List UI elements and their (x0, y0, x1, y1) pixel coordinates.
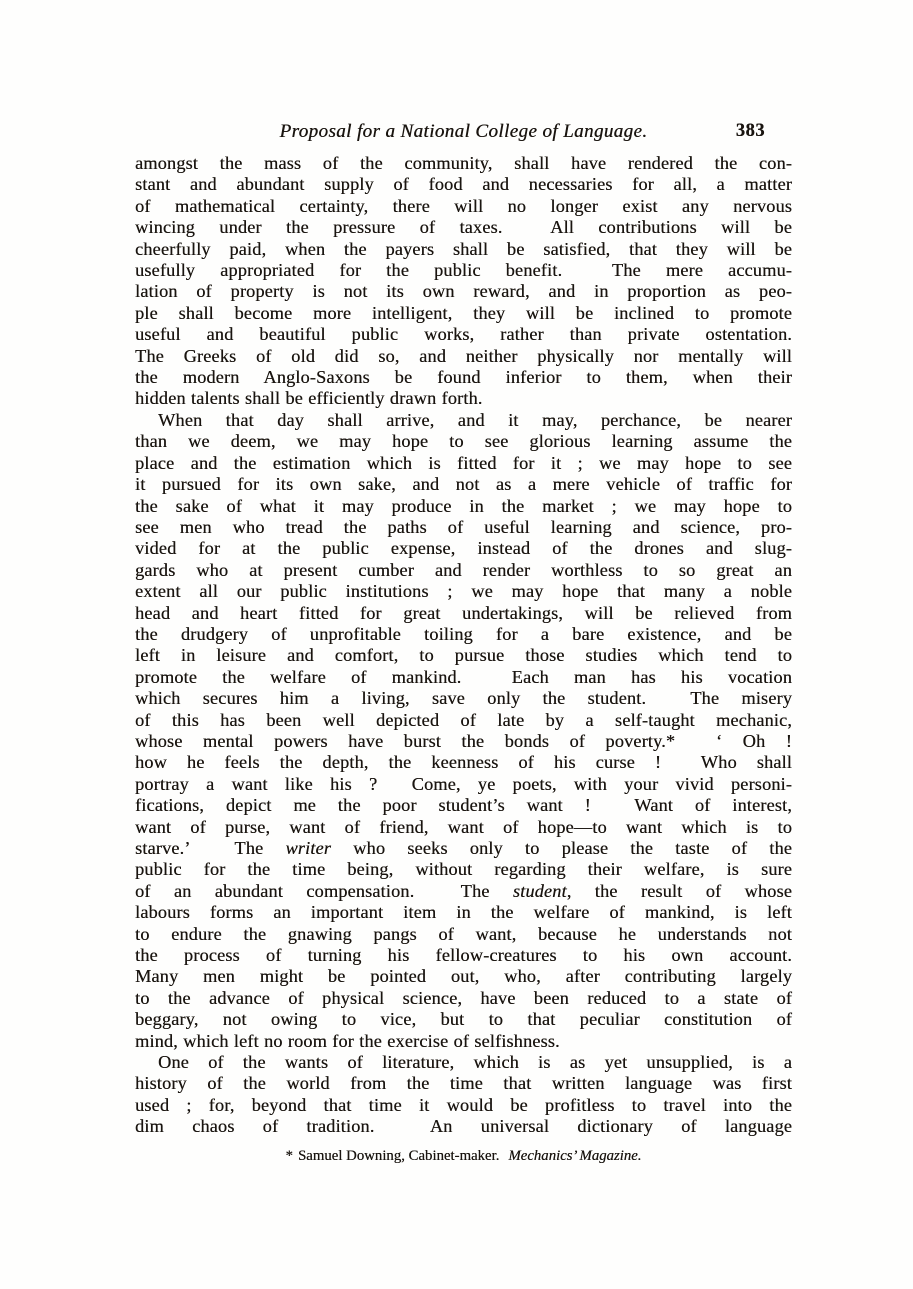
text-line: fications, depict me the poor student’s want ! Want of interest, (135, 795, 792, 816)
running-head-title: Proposal for a National College of Language. (279, 121, 648, 142)
text-line: ple shall become more intelligent, they will be inclined to promote (135, 302, 792, 323)
text-line: the modern Anglo-Saxons be found inferior to them, when their (135, 367, 792, 388)
text-line: labours forms an important item in the welfare of mankind, is left (135, 902, 792, 923)
text-line: head and heart fitted for great undertakings, will be relieved from (135, 602, 792, 623)
text-line: stant and abundant supply of food and necessaries for all, a matter (135, 174, 792, 195)
text-line: history of the world from the time that written language was first (135, 1073, 792, 1094)
text-line: The Greeks of old did so, and neither physically nor mentally will (135, 345, 792, 366)
text-line: it pursued for its own sake, and not as a mere vehicle of traffic for (135, 474, 792, 495)
text-line: than we deem, we may hope to see glorious learning assume the (135, 431, 792, 452)
page-body (135, 153, 792, 1138)
text-line: see men who tread the paths of useful learning and science, pro- (135, 516, 792, 537)
footnote (135, 1148, 792, 1165)
text-line: hidden talents shall be efficiently drawn forth. (135, 388, 483, 409)
text-line: which secures him a living, save only the student. The misery (135, 688, 792, 709)
text-line: starve.’ The writer who seeks only to please the taste of the (135, 838, 792, 858)
text-line: the sake of what it may produce in the market ; we may hope to (135, 495, 792, 516)
text-line: place and the estimation which is fitted for it ; we may hope to see (135, 452, 792, 473)
footnote-source: Mechanics’ Magazine. (508, 1148, 642, 1164)
text-line: useful and beautiful public works, rather than private ostentation. (135, 324, 792, 345)
text-line: of an abundant compensation. The student, the result of whose (135, 880, 793, 901)
text-line: used ; for, beyond that time it would be profitless to travel into the (135, 1094, 792, 1115)
text-line: One of the wants of literature, which is as yet unsupplied, is a (158, 1052, 792, 1073)
text-line: vided for at the public expense, instead of the drones and slug- (135, 538, 792, 559)
text-line: whose mental powers have burst the bonds of poverty.* ‘ Oh ! (135, 730, 792, 751)
text-line: of this has been well depicted of late by a self-taught mechanic, (135, 709, 792, 730)
footnote-text: Samuel Downing, Cabinet-maker. (297, 1148, 500, 1164)
text-line: dim chaos of tradition. An universal dictionary of language (135, 1116, 792, 1137)
text-line: the process of turning his fellow-creatures to his own account. (135, 945, 792, 966)
page-number-folio: 383 (735, 121, 765, 141)
text-line: amongst the mass of the community, shall have rendered the con- (135, 153, 792, 173)
text-line: public for the time being, without regarding their welfare, is sure (135, 859, 792, 880)
text-line: mind, which left no room for the exercise of selfishness. (135, 1030, 560, 1051)
paragraph (135, 1052, 792, 1138)
text-line: cheerfully paid, when the payers shall be satisfied, that they will be (135, 238, 792, 259)
text-line: When that day shall arrive, and it may, perchance, be nearer (158, 409, 792, 430)
text-line: extent all our public institutions ; we may hope that many a noble (135, 581, 792, 602)
text-line: portray a want like his ? Come, ye poets, with your vivid personi- (135, 773, 792, 794)
text-line: want of purse, want of friend, want of hope—to want which is to (135, 816, 792, 837)
text-line: to endure the gnawing pangs of want, because he understands not (135, 923, 792, 944)
text-line: Many men might be pointed out, who, after contributing largely (135, 966, 792, 987)
text-line: of mathematical certainty, there will no longer exist any nervous (135, 195, 792, 216)
text-line: beggary, not owing to vice, but to that peculiar constitution of (135, 1009, 792, 1030)
text-line: promote the welfare of mankind. Each man has his vocation (135, 666, 792, 687)
text-line: gards who at present cumber and render worthless to so great an (135, 559, 792, 580)
paragraph (135, 153, 792, 410)
footnote-marker: * (285, 1148, 293, 1164)
text-line: lation of property is not its own reward, and in proportion as peo- (135, 281, 792, 302)
text-line: left in leisure and comfort, to pursue those studies which tend to (135, 645, 792, 666)
text-line: to the advance of physical science, have been reduced to a state of (135, 987, 792, 1008)
text-line: the drudgery of unprofitable toiling for a bare existence, and be (135, 623, 792, 644)
text-line: how he feels the depth, the keenness of his curse ! Who shall (135, 752, 792, 773)
text-line: wincing under the pressure of taxes. All contributions will be (135, 217, 792, 238)
text-line: usefully appropriated for the public benefit. The mere accumu- (135, 260, 792, 281)
paragraph (135, 410, 792, 1052)
